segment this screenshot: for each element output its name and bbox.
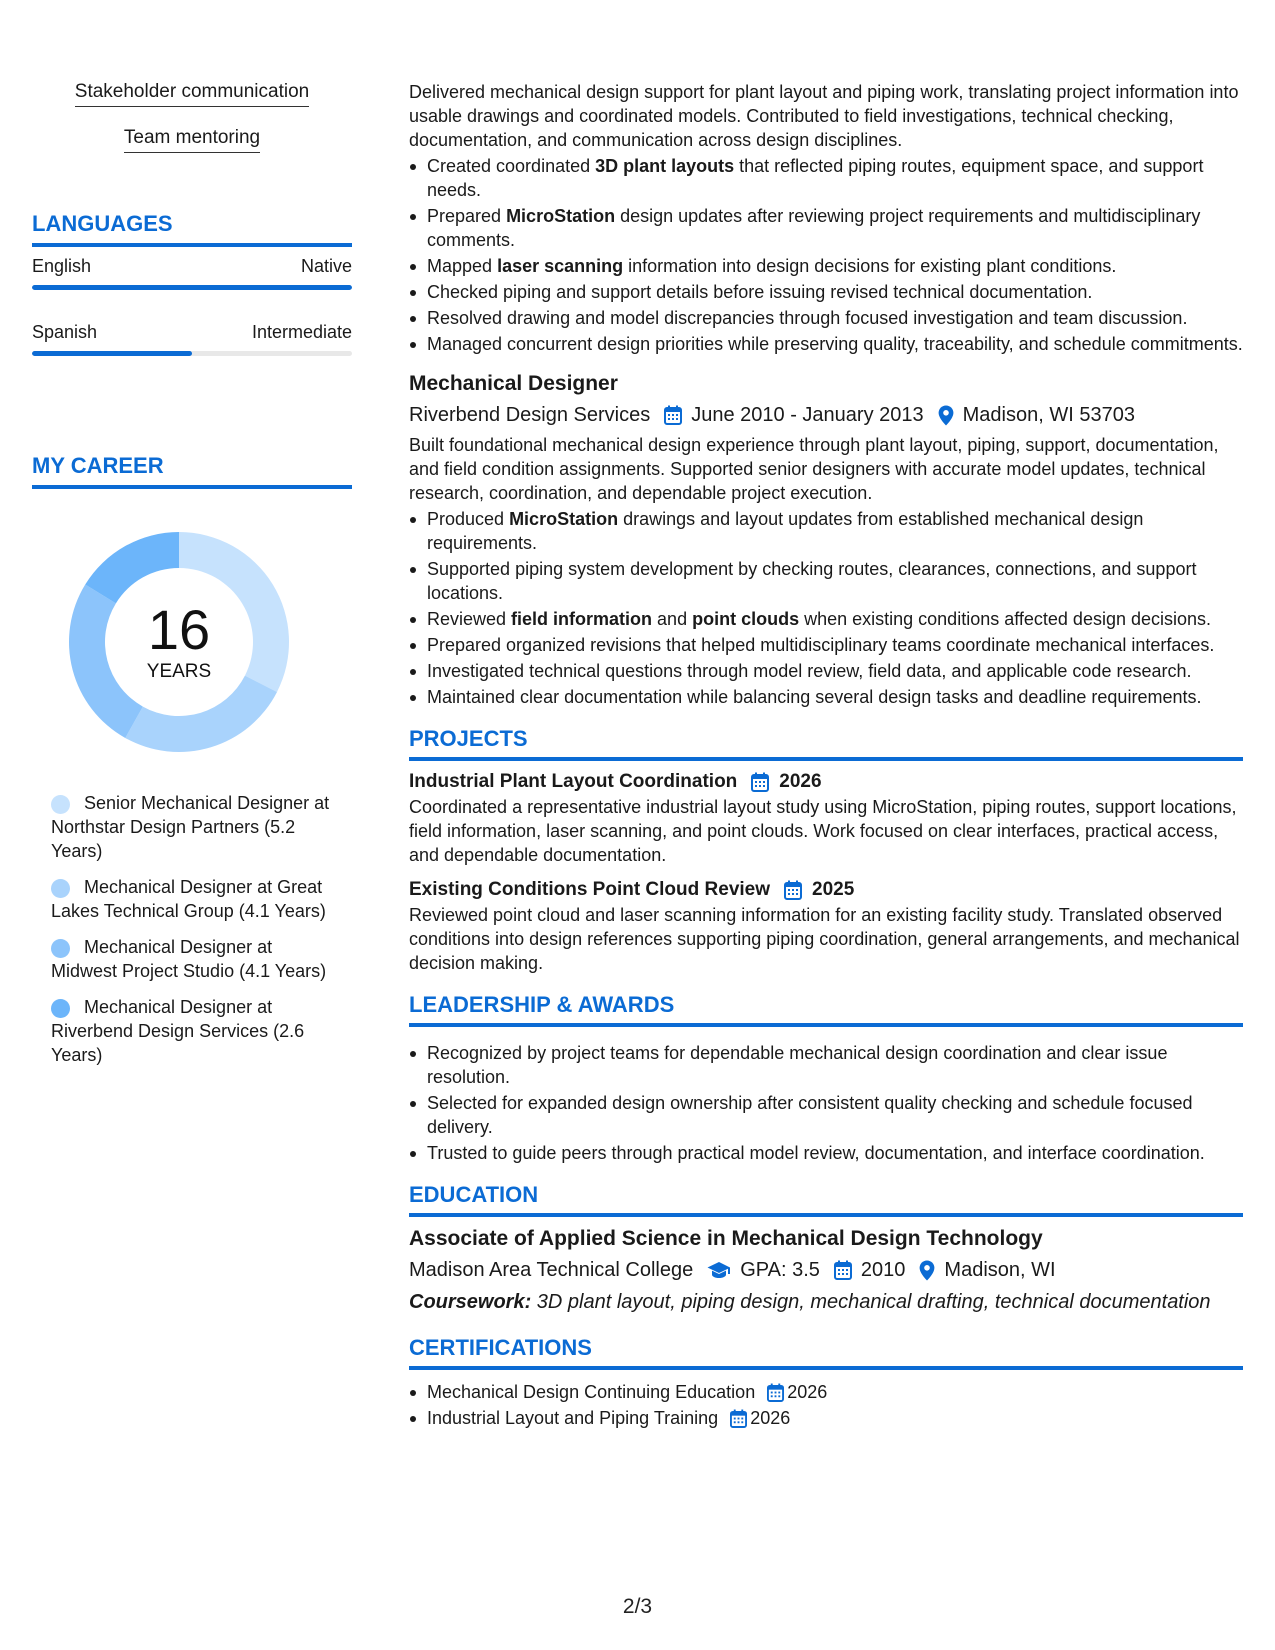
job-title: Mechanical Designer (409, 372, 618, 395)
job-bullet: Created coordinated 3D plant layouts that reflected piping routes, equipment space, and support needs. (409, 154, 1243, 202)
career-legend-item (51, 875, 331, 923)
project-title-row (409, 877, 1243, 903)
language-bar-fill (32, 351, 192, 356)
language-row (32, 255, 352, 277)
job-bullet: Mapped laser scanning information into design decisions for existing plant conditions. (409, 254, 1243, 278)
job-location: Madison, WI 53703 (962, 404, 1135, 426)
location-pin-icon (919, 1260, 935, 1281)
school-name: Madison Area Technical College (409, 1259, 694, 1281)
leadership-item: Trusted to guide peers through practical model review, documentation, and interface coordination. (409, 1141, 1243, 1165)
career-legend-item (51, 935, 331, 983)
degree-title: Associate of Applied Science in Mechanical Design Technology (409, 1227, 1043, 1250)
legend-dot-icon (51, 939, 70, 958)
graduation-year: 2010 (860, 1259, 906, 1281)
certification-year: 2026 (787, 1382, 828, 1402)
certification-item (409, 1406, 1243, 1430)
career-total-unit: YEARS (146, 661, 212, 682)
projects-heading: PROJECTS (409, 725, 1243, 761)
project-description: Coordinated a representative industrial layout study using MicroStation, piping routes, support locations, field information, laser scanning, and point clouds. Work focused on clear interfaces, practical access, and dependable documentation. (409, 797, 1237, 865)
career-legend-label: Mechanical Designer at Midwest Project Studio (4.1 Years) (51, 937, 327, 981)
certification-name: Industrial Layout and Piping Training (427, 1408, 719, 1428)
job-bullet: Investigated technical questions through model review, field data, and applicable code research. (409, 659, 1243, 683)
language-name: English (32, 256, 92, 276)
job-meta (409, 401, 1243, 429)
calendar-icon (834, 1260, 852, 1280)
job-bullet: Resolved drawing and model discrepancies through focused investigation and team discussion. (409, 306, 1243, 330)
legend-dot-icon (51, 879, 70, 898)
job-bullet: Prepared MicroStation design updates after reviewing project requirements and multidisciplinary comments. (409, 204, 1243, 252)
job-bullet: Prepared organized revisions that helped multidisciplinary teams coordinate mechanical interfaces. (409, 633, 1243, 657)
certifications-heading: CERTIFICATIONS (409, 1334, 1243, 1370)
coursework-text: 3D plant layout, piping design, mechanical drafting, technical documentation (531, 1291, 1211, 1313)
career-legend-item (51, 791, 331, 863)
job-bullets (409, 154, 1243, 356)
certification-year: 2026 (750, 1408, 791, 1428)
skill-tag-label: Stakeholder communication (75, 80, 309, 107)
project-title: Existing Conditions Point Cloud Review (409, 879, 771, 900)
leadership-heading: LEADERSHIP & AWARDS (409, 991, 1243, 1027)
job-dates: June 2010 - January 2013 (691, 404, 924, 426)
legend-dot-icon (51, 999, 70, 1018)
certification-item (409, 1380, 1243, 1404)
job-bullets (409, 507, 1243, 709)
language-level: Native (300, 256, 352, 276)
career-legend (51, 791, 331, 1067)
education-heading: EDUCATION (409, 1181, 1243, 1217)
page-number: 2/3 (622, 1595, 653, 1618)
skill-tag (32, 80, 352, 107)
career-legend-label: Mechanical Designer at Riverbend Design Services (2.6 Years) (51, 997, 305, 1065)
calendar-icon (730, 1409, 747, 1428)
project-title-row (409, 769, 1243, 795)
job-company: Riverbend Design Services (409, 404, 651, 426)
donut-center (66, 529, 292, 755)
coursework-label: Coursework: (409, 1291, 532, 1313)
project-year: 2025 (812, 879, 855, 900)
career-heading: MY CAREER (32, 453, 352, 489)
gpa: GPA: 3.5 (740, 1259, 820, 1281)
calendar-icon (664, 405, 682, 425)
job-summary: Built foundational mechanical design experience through plant layout, piping, support, documentation, and field condition assignments. Supported senior designers with accurate model updates, technical research, coordination, and dependable project execution. (409, 435, 1219, 503)
language-bar-fill (32, 285, 352, 290)
language-name: Spanish (32, 322, 98, 342)
job-bullet: Checked piping and support details before issuing revised technical documentation. (409, 280, 1243, 304)
language-bar (32, 351, 352, 356)
legend-dot-icon (51, 795, 70, 814)
career-legend-item (51, 995, 331, 1067)
coursework (409, 1288, 1243, 1316)
languages-heading: LANGUAGES (32, 211, 352, 247)
school-location: Madison, WI (944, 1259, 1056, 1281)
job-bullet: Produced MicroStation drawings and layout updates from established mechanical design requirements. (409, 507, 1243, 555)
skill-tag-label: Team mentoring (124, 126, 260, 153)
education-meta (409, 1256, 1243, 1284)
career-legend-label: Senior Mechanical Designer at Northstar Design Partners (5.2 Years) (51, 793, 330, 861)
leadership-item: Selected for expanded design ownership after consistent quality checking and schedule focused delivery. (409, 1091, 1243, 1139)
certifications-list (409, 1380, 1243, 1430)
career-donut-chart (66, 529, 292, 755)
language-bar (32, 285, 352, 290)
certification-name: Mechanical Design Continuing Education (427, 1382, 756, 1402)
skill-tag (32, 126, 352, 153)
job-bullet: Managed concurrent design priorities while preserving quality, traceability, and schedule commitments. (409, 332, 1243, 356)
project-year: 2026 (779, 771, 822, 792)
career-total-years: 16 (147, 598, 211, 661)
language-level: Intermediate (251, 322, 352, 342)
career-legend-label: Mechanical Designer at Great Lakes Technical Group (4.1 Years) (51, 877, 326, 921)
calendar-icon (751, 772, 769, 792)
graduation-cap-icon (707, 1261, 731, 1279)
calendar-icon (784, 880, 802, 900)
project-title: Industrial Plant Layout Coordination (409, 771, 738, 792)
job-bullet: Maintained clear documentation while balancing several design tasks and deadline requirements. (409, 685, 1243, 709)
language-row (32, 321, 352, 343)
leadership-item: Recognized by project teams for dependable mechanical design coordination and clear issue resolution. (409, 1041, 1243, 1089)
left-column (32, 80, 352, 1065)
project-description: Reviewed point cloud and laser scanning information for an existing facility study. Translated observed conditions into design references supporting piping coordination, general arrangements, and mechanical decision making. (409, 905, 1240, 973)
job-bullet: Supported piping system development by checking routes, clearances, connections, and support locations. (409, 557, 1243, 605)
calendar-icon (767, 1383, 784, 1402)
leadership-list (409, 1041, 1243, 1165)
job-bullet: Reviewed field information and point clouds when existing conditions affected design decisions. (409, 607, 1243, 631)
job-summary: Delivered mechanical design support for plant layout and piping work, translating project information into usable drawings and coordinated models. Contributed to field investigations, technical checking, documentation, and communication across design disciplines. (409, 82, 1239, 150)
location-pin-icon (938, 405, 954, 426)
right-column (409, 80, 1243, 1430)
